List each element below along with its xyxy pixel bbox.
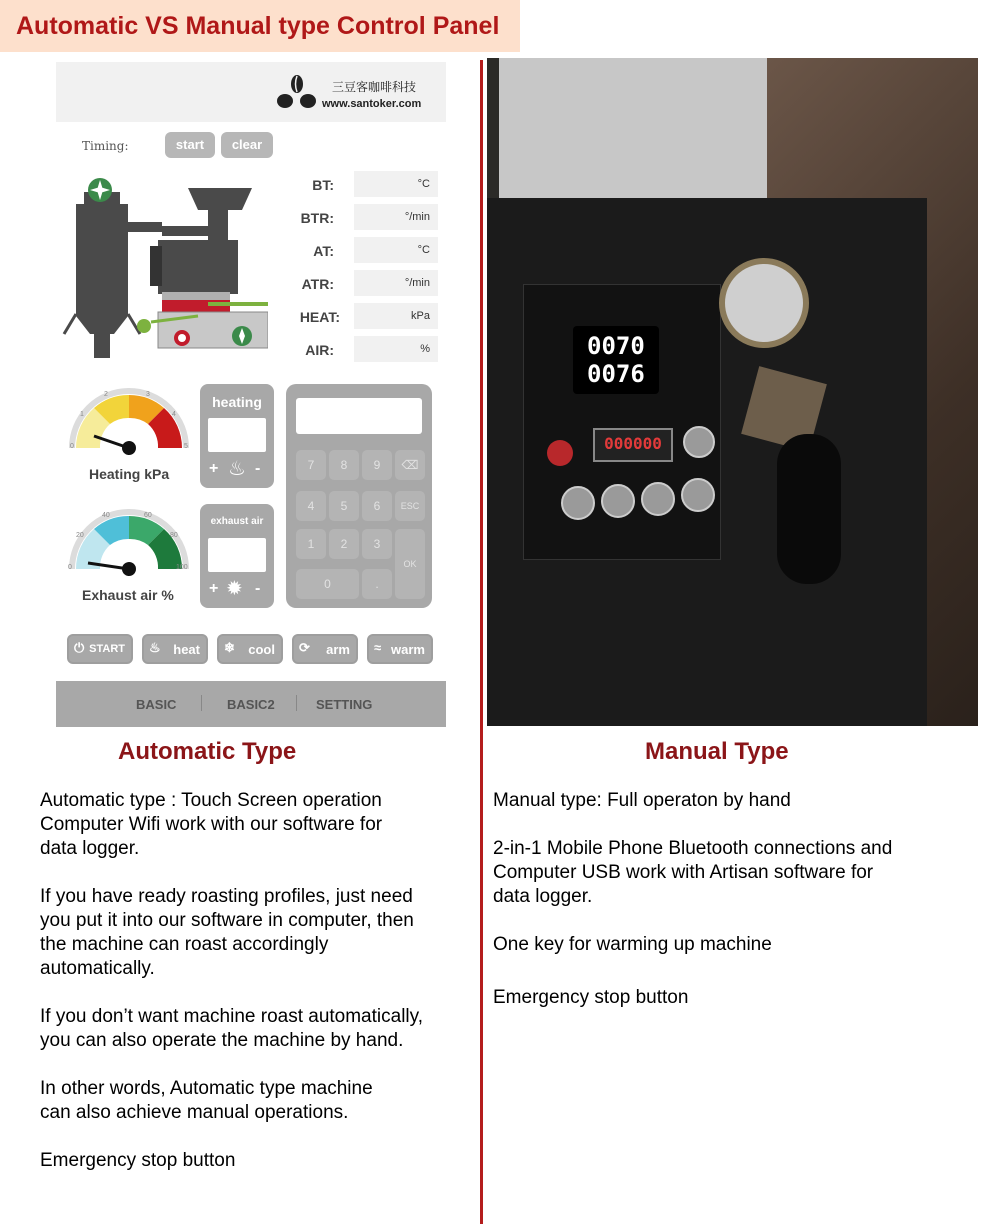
exhaust-control-title: exhaust air	[210, 516, 264, 527]
cycle-icon: ⟳	[299, 640, 310, 655]
btr-value-box	[354, 204, 438, 230]
cool-button-label: cool	[248, 642, 275, 657]
tab-setting[interactable]: SETTING	[316, 697, 373, 712]
warm-button[interactable]	[367, 634, 433, 664]
heating-control	[200, 384, 274, 488]
air-tick-60: 60	[144, 512, 152, 519]
key-2[interactable]: 2	[329, 529, 359, 559]
timing-label: Timing:	[82, 139, 129, 153]
manual-text-line: Computer USB work with Artisan software for	[493, 862, 874, 883]
automatic-text-line: the machine can roast accordingly	[40, 934, 329, 955]
keypad-display	[296, 398, 422, 434]
exhaust-air-gauge	[64, 507, 194, 577]
arm-button-label: arm	[326, 642, 350, 657]
round-switch[interactable]	[641, 482, 675, 516]
key-8[interactable]: 8	[329, 450, 359, 480]
power-icon: ⏻	[74, 640, 85, 655]
pressure-gauge	[719, 258, 809, 348]
automatic-text-line: Emergency stop button	[40, 1150, 236, 1171]
atr-value-box	[354, 270, 438, 296]
roaster-diagram	[58, 174, 268, 364]
at-label: AT:	[313, 243, 334, 259]
key-1[interactable]: 1	[296, 529, 326, 559]
banner-title: Automatic VS Manual type Control Panel	[16, 12, 500, 40]
counter-display: 000000	[593, 428, 673, 462]
touch-screen-panel	[56, 62, 446, 727]
exhaust-air-control	[200, 504, 274, 608]
exhaust-plus-button[interactable]: +	[209, 580, 219, 597]
air-value-box	[354, 336, 438, 362]
key-6[interactable]: 6	[362, 491, 392, 521]
key-5[interactable]: 5	[329, 491, 359, 521]
air-tick-100: 100	[176, 564, 188, 571]
bt-label: BT:	[312, 177, 334, 193]
heat-button[interactable]	[142, 634, 208, 664]
btr-label: BTR:	[300, 210, 334, 226]
air-tick-0: 0	[68, 564, 72, 571]
air-tick-80: 80	[170, 532, 178, 539]
automatic-text-line: automatically.	[40, 958, 155, 979]
key-4[interactable]: 4	[296, 491, 326, 521]
round-switch[interactable]	[601, 484, 635, 518]
temperature-display	[573, 326, 659, 394]
numeric-keypad	[286, 384, 432, 608]
automatic-text-line: Computer Wifi work with our software for	[40, 814, 383, 835]
automatic-text-line: you put it into our software in computer, then	[40, 910, 414, 931]
automatic-type-heading: Automatic Type	[118, 738, 297, 765]
column-divider	[480, 60, 483, 1224]
manual-text-line: One key for warming up machine	[493, 934, 772, 955]
emergency-stop-button[interactable]	[547, 440, 573, 466]
bottom-nav-bar	[56, 681, 446, 727]
heating-gauge	[64, 386, 194, 456]
ok-key[interactable]: OK	[395, 529, 425, 599]
air-unit: %	[420, 343, 430, 355]
exhaust-value-screen	[208, 538, 266, 572]
hopper-lid	[499, 58, 779, 208]
tab-basic2[interactable]: BASIC2	[227, 697, 275, 712]
automatic-text-line: you can also operate the machine by hand.	[40, 1030, 404, 1051]
key-9[interactable]: 9	[362, 450, 392, 480]
start-button-label: START	[89, 643, 125, 655]
at-value-box	[354, 237, 438, 263]
air-label: AIR:	[305, 342, 334, 358]
automatic-text-line: In other words, Automatic type machine	[40, 1078, 373, 1099]
heat-button-label: heat	[173, 642, 200, 657]
waves-icon: ≈	[374, 640, 382, 655]
display-top-value: 0070	[587, 332, 645, 360]
manual-text-line: 2-in-1 Mobile Phone Bluetooth connections and	[493, 838, 893, 859]
heating-control-title: heating	[212, 394, 262, 410]
round-switch[interactable]	[681, 478, 715, 512]
backspace-key[interactable]: ⌫	[395, 450, 425, 480]
coffee-bean-logo-icon	[276, 74, 318, 112]
exhaust-gauge-label: Exhaust air %	[82, 587, 174, 603]
logo-chinese-text: 三豆客咖啡科技	[332, 80, 417, 94]
heating-tick-4: 4	[172, 411, 176, 418]
automatic-text-line: If you don’t want machine roast automatically,	[40, 1006, 424, 1027]
bt-value-box	[354, 171, 438, 197]
arm-button[interactable]	[292, 634, 358, 664]
logo-header	[56, 62, 446, 122]
cable-gland	[777, 434, 841, 584]
air-tick-20: 20	[76, 532, 84, 539]
heat-unit: kPa	[411, 310, 430, 322]
automatic-text-line: can also achieve manual operations.	[40, 1102, 349, 1123]
manual-text-line: Emergency stop button	[493, 987, 689, 1008]
nav-separator	[296, 695, 297, 711]
flame-icon: ♨	[149, 640, 161, 655]
heating-tick-3: 3	[146, 391, 150, 398]
cool-button[interactable]	[217, 634, 283, 664]
heating-tick-0: 0	[70, 443, 74, 450]
atr-unit: °/min	[404, 277, 430, 289]
decimal-key[interactable]: .	[362, 569, 392, 599]
key-0[interactable]: 0	[296, 569, 359, 599]
snowflake-icon: ❄	[224, 640, 235, 655]
start-timer-button[interactable]: start	[165, 132, 215, 158]
key-3[interactable]: 3	[362, 529, 392, 559]
manual-panel-photo	[487, 58, 978, 726]
heating-tick-2: 2	[104, 391, 108, 398]
heat-value-box	[354, 303, 438, 329]
bt-unit: °C	[417, 178, 430, 190]
heating-plus-button[interactable]: +	[209, 460, 219, 477]
nav-separator	[201, 695, 202, 711]
manual-text-line: Manual type: Full operaton by hand	[493, 790, 791, 811]
manual-type-heading: Manual Type	[645, 738, 789, 765]
automatic-text-line: data logger.	[40, 838, 140, 859]
round-switch[interactable]	[561, 486, 595, 520]
at-unit: °C	[417, 244, 430, 256]
round-switch[interactable]	[683, 426, 715, 458]
heating-value-screen	[208, 418, 266, 452]
warm-button-label: warm	[391, 642, 425, 657]
heating-tick-1: 1	[80, 411, 84, 418]
clear-timer-button[interactable]: clear	[221, 132, 273, 158]
atr-label: ATR:	[301, 276, 334, 292]
btr-unit: °/min	[404, 211, 430, 223]
key-7[interactable]: 7	[296, 450, 326, 480]
title-banner	[0, 0, 520, 52]
air-tick-40: 40	[102, 512, 110, 519]
display-bottom-value: 0076	[587, 360, 645, 388]
logo-url: www.santoker.com	[322, 98, 422, 110]
automatic-text-line: If you have ready roasting profiles, just need	[40, 886, 413, 907]
exhaust-minus-button[interactable]: -	[255, 580, 261, 597]
tab-basic[interactable]: BASIC	[136, 697, 177, 712]
esc-key[interactable]: ESC	[395, 491, 425, 521]
start-button[interactable]	[67, 634, 133, 664]
heating-gauge-label: Heating kPa	[89, 466, 170, 482]
heating-minus-button[interactable]: -	[255, 460, 261, 477]
manual-text-line: data logger.	[493, 886, 593, 907]
flame-icon: ♨	[228, 458, 246, 480]
heat-label: HEAT:	[299, 309, 340, 325]
fan-icon: ✹	[226, 578, 243, 600]
automatic-text-line: Automatic type : Touch Screen operation	[40, 790, 382, 811]
heating-tick-5: 5	[184, 443, 188, 450]
